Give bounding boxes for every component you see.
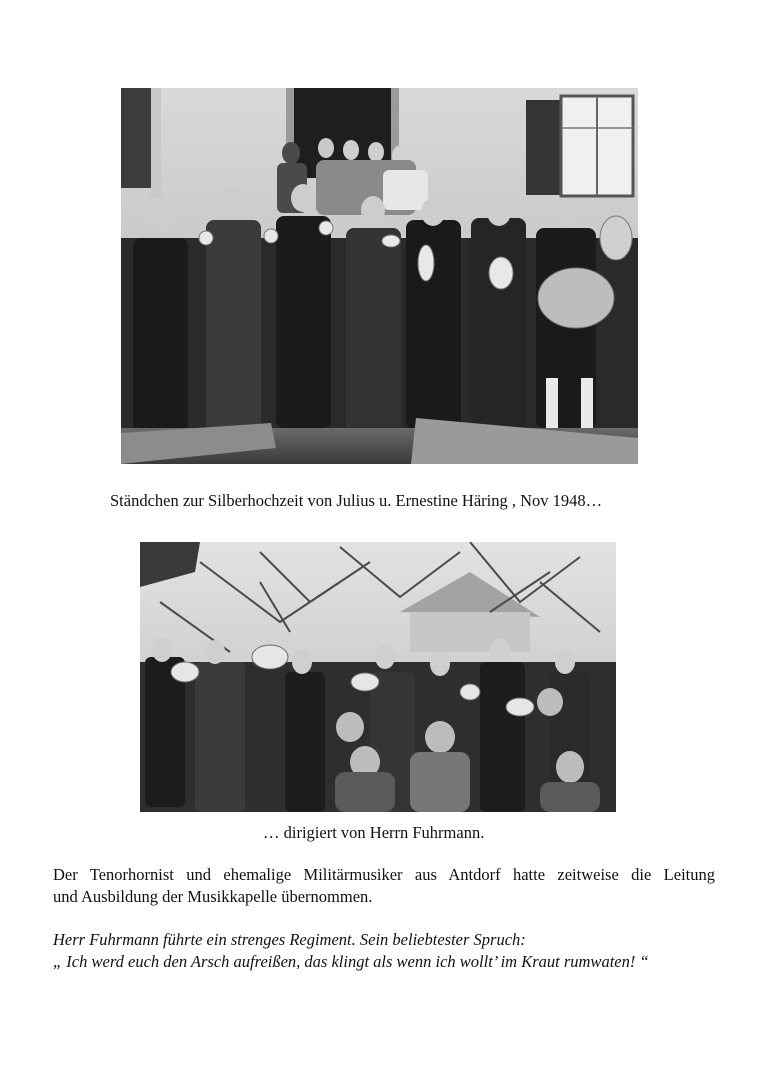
conductor-photo-image [140, 542, 616, 812]
body-paragraph-line: Der Tenorhornist und ehemalige Militärmusiker aus Antdorf hatte zeitweise die Leitung [53, 865, 715, 884]
serenade-photo-image [121, 88, 638, 464]
conductor-photo [140, 542, 616, 812]
body-paragraph-line: und Ausbildung der Musikkapelle übernommen. [53, 887, 373, 906]
first-photo-caption: Ständchen zur Silberhochzeit von Julius u. Ernestine Häring , Nov 1948… [110, 491, 603, 510]
quote-line: Herr Fuhrmann führte ein strenges Regiment. Sein beliebtester Spruch: [53, 930, 526, 949]
body-paragraph [53, 864, 715, 908]
serenade-photo [121, 88, 638, 464]
quote-line: „ Ich werd euch den Arsch aufreißen, das klingt als wenn ich wollt’ im Kraut rumwaten! “ [53, 952, 649, 971]
quote-paragraph [53, 929, 715, 973]
second-photo-caption: … dirigiert von Herrn Fuhrmann. [263, 823, 485, 842]
